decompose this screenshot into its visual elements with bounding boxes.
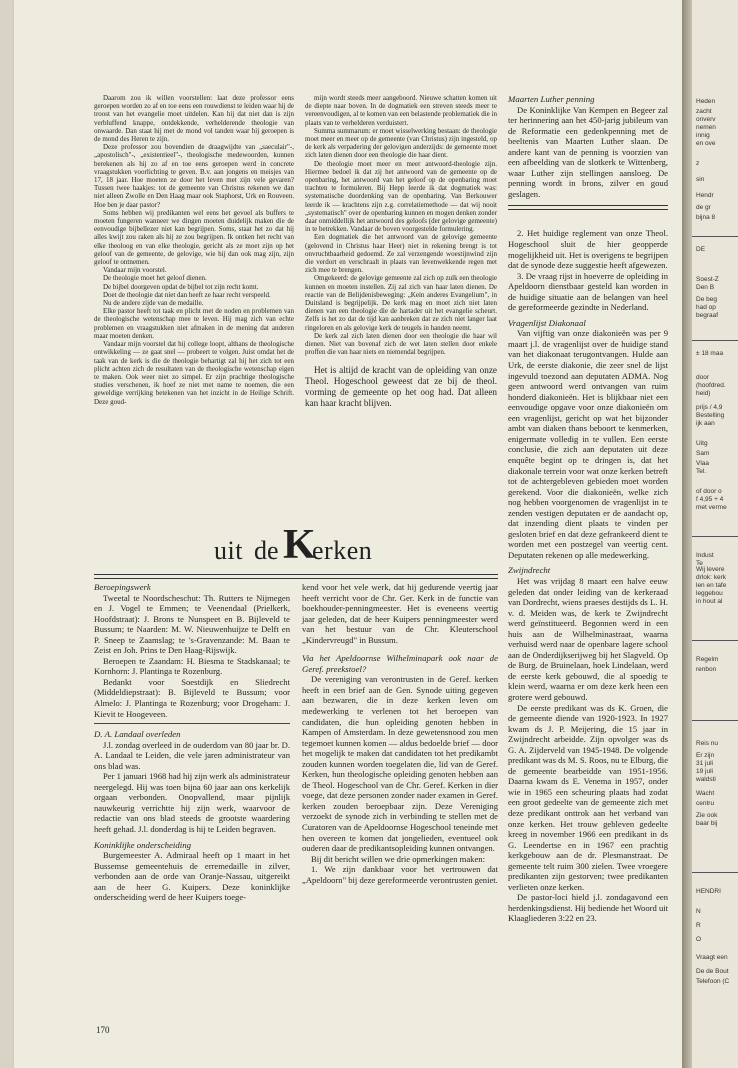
paragraph: Elke pastor heeft tot taak en plicht met de noden en problemen van de theologische wetenschap mee te leven. Hij mag zich van echte problemen en vraagstukken niet afmaken in de mening dat anderen maar moeten denken. bbox=[94, 307, 294, 340]
section-heading: Vragenlijst Diakonaal bbox=[508, 317, 586, 328]
adjacent-page-text-fragment: Te bbox=[696, 560, 703, 567]
paragraph: Van vijftig van onze diakonieën was per 9 maart j.l. de vragenlijst over de huidige stand van het diakonaat terugontvangen. Hulde aan Urk, de eerste diakonie, die zeer snel de lijst ingevuld toezond aan deputaten ADMA. Nog geen antwoord werd ontvangen van ruim honderd diakonieën. Het is blijkbaar niet een eenvoudige opgave voor onze diakonieën om een vragenlijst, gericht op wat het bijzonder ambt van diaken thans beboort te kenmerken, enigermate volledig in te vullen. Een eerste conclusie, die zich aan deputaten uit deze enquête begint op te dringen is, dat het diakonale terrein voor wat onze kerken betreft tot de achtergebleven gebieden moet worden gerekend. Voor die diakonieën, welke zich nog hebben voorgenomen de vragenlijst in te zenden vestigen deputaten er de aandacht op, dat inzending dient plaats te vinden per gesloten brief en dat deze gefrankeerd dient te worden met een postzegel van veertig cent. Deputaten rekenen op alle medewerking. bbox=[508, 328, 668, 560]
top-column-left bbox=[94, 94, 294, 406]
paragraph: Tweetal te Noordscheschut: Th. Rutters te Nijmegen en J. Vogel te Emmen; te Veenendaal (Prielkerk, Hoofdstraat): J. Brons te Nunspeet en B. Bijleveld te Bussum; te Naarden: M. W. Nieuwenhuijze te Delft en P. Sneep te Zaamslag; te 's-Gravenzande: M. Baan te Zeist en Joh. Prins te Den Haag-Rijswijk. bbox=[94, 592, 290, 656]
adjacent-page-text-fragment: Indust bbox=[696, 552, 714, 559]
paragraph: De Koninklijke Van Kempen en Begeer zal ter herinnering aan het 450-jarig jubileum van de Reformatie een gedenkpenning met de beeltenis van Maarten Luther slaan. De andere kant van de penning is voorzien van een afbeelding van de slotkerk te Wittenberg, waar Luther zijn stellingen aansloeg. De penning wordt in brons, zilver en goud geslagen. bbox=[508, 104, 668, 199]
paragraph: Omgekeerd: de gelovige gemeente zal zich op zulk een theologie kunnen en moeten instellen. Zij zal zich van haar laten dienen. De reactie van de Belijdenisbeweging: „Kein anderes Evangelium", in Duitsland is begrijpelijk. De kerk mag en moet zich niet laten dienen van een theologie die de hartader uit het evangelie scheurt. Zelfs is het zo dat de tijd kan aanbreken dat ze zich niet langer laat ringeloren en als gelovige kerk de teugels in handen neemt. bbox=[305, 274, 497, 332]
divider bbox=[508, 205, 668, 210]
paragraph: Summa summarum: er moet wisselwerking bestaan: de theologie moet meer en meer op de gemeente (van Christus) zijn ingesteld, op de kerk als verpadering der gelovigen anderzijds: de gemeente moet zich laten dienen door een theologie die haar dient. bbox=[305, 126, 497, 160]
adjacent-page-edge bbox=[692, 0, 738, 1068]
adjacent-page-text-fragment: zacht bbox=[696, 108, 712, 115]
magazine-page bbox=[14, 0, 682, 1068]
adjacent-page-rule bbox=[692, 872, 738, 873]
adjacent-page-text-fragment: Sam bbox=[696, 450, 710, 457]
top-column-right bbox=[305, 94, 497, 409]
adjacent-page-text-fragment: Den B bbox=[696, 284, 715, 291]
adjacent-page-text-fragment: drlok: kerk bbox=[696, 574, 726, 581]
adjacent-page-rule bbox=[692, 640, 738, 641]
adjacent-page-text-fragment: Wij levere bbox=[696, 566, 725, 573]
adjacent-page-rule bbox=[692, 340, 738, 341]
adjacent-page-text-fragment: 19 juli bbox=[696, 768, 713, 775]
adjacent-page-text-fragment: ± 18 maa bbox=[696, 350, 724, 357]
paragraph: 2. Het huidige reglement van onze Theol. Hogeschool sluit de hier geopperde mogelijkheid uit. Het is overigens te begrijpen dat de synode deze suggestie heeft afgewezen. bbox=[508, 228, 668, 271]
page-gutter bbox=[682, 0, 692, 1068]
adjacent-page-text-fragment: 31 juli bbox=[696, 760, 713, 767]
adjacent-page-text-fragment: DE bbox=[696, 246, 706, 253]
adjacent-page-text-fragment: renbon bbox=[696, 666, 717, 673]
adjacent-page-text-fragment: de gr bbox=[696, 204, 711, 211]
adjacent-page-text-fragment: De beg bbox=[696, 296, 717, 303]
adjacent-page-text-fragment: O bbox=[696, 936, 702, 943]
adjacent-page-text-fragment: Tel. bbox=[696, 468, 707, 475]
adjacent-page-text-fragment: Zie ook bbox=[696, 812, 718, 819]
adjacent-page-text-fragment: bijna 8 bbox=[696, 214, 716, 221]
paragraph: Bij dit bericht willen we drie opmerkingen maken: bbox=[311, 853, 485, 864]
adjacent-page-text-fragment: had op bbox=[696, 304, 716, 311]
adjacent-page-text-fragment: prijs / 4,9 bbox=[696, 404, 723, 411]
adjacent-page-text-fragment: innig bbox=[696, 132, 710, 139]
adjacent-page-rule bbox=[692, 536, 738, 537]
paragraph: Soms hebben wij predikanten wel eens het gevoel als buffers te moeten fungeren wanneer we dingen moeten duidelijk maken die de eenvoudige bijbellezer niet kan begrijpen. Soms, staat het zo dat hij alles kwijt zou raken als hij ze zou begrijpen. Ik ontken het recht van elke theoloog en van elke theologie, gericht als ze moet zijn op het geloof van de gemeente, de gelovige, wie hij dan ook mag zijn, zijn geloof te ontnemen. bbox=[94, 208, 294, 267]
adjacent-page-text-fragment: N bbox=[696, 908, 701, 915]
adjacent-page-text-fragment: Heden bbox=[696, 98, 716, 105]
adjacent-page-text-fragment: of door o bbox=[696, 488, 722, 495]
adjacent-page-text-fragment: Hendr bbox=[696, 192, 714, 199]
masthead-word: uit bbox=[214, 536, 243, 565]
paragraph: De pastor-loci hield j.l. zondagavond een herdenkingsdienst. Hij bediende het Woord uit Klaagliederen 3:22 en 23. bbox=[508, 892, 669, 924]
section-heading: Beroepingswerk bbox=[94, 582, 151, 592]
adjacent-page-text-fragment: leggebou bbox=[696, 590, 723, 597]
adjacent-page-text-fragment: sin bbox=[696, 176, 705, 183]
adjacent-page-text-fragment: in hout al bbox=[696, 598, 723, 605]
adjacent-page-text-fragment: waldsti bbox=[696, 776, 716, 783]
paragraph: 1. We zijn dankbaar voor het vertrouwen dat „Apeldoorn" bij deze gereformeerde verontrusten geniet. bbox=[302, 864, 498, 885]
paragraph: Vandaar mijn voorstel dat hij college loopt, althans de theologische ontwikkeling — ze gaat snel — probeert te volgen. Juist omdat het de taak van de kerk is die de theologie behartigt zal hij het zich tot een plicht achten zich de resultaten van de theologische wetenschap eigen te maken. Ook weer niet zo simpel. Er zijn prachtige theologische studies verschenen, ik hoef ze niet met name te noemen, die een geweldige verrijking betekenen van het inzicht in de Heilige Schrift. Deze goud- bbox=[94, 340, 294, 406]
right-column bbox=[508, 94, 668, 924]
adjacent-page-text-fragment: R bbox=[696, 922, 701, 929]
section-heading: Via het Apeldoornse Wilhelminapark ook naar de Geref. preekstoel? bbox=[302, 653, 498, 674]
paragraph: Per 1 januari 1968 had hij zijn werk als administrateur neergelegd. Hij was toen bijna 60 jaar aan ons kerkelijk orgaan verbonden. Onopvallend, maar pijnlijk nauwkeurig verrichtte hij zijn werk, waarvoor de redactie van ons blad steeds de grootste waardering heeft gehad. J.l. donderdag is hij te Leiden begraven. bbox=[94, 771, 290, 835]
adjacent-page-text-fragment: Reis nu bbox=[696, 740, 719, 747]
divider bbox=[94, 723, 290, 724]
adjacent-page-text-fragment: centru bbox=[696, 800, 715, 807]
adjacent-page-text-fragment: De de Bout bbox=[696, 968, 729, 975]
adjacent-page-text-fragment: Er zijn bbox=[696, 752, 715, 759]
emphasis-paragraph: Het is altijd de kracht van de opleiding van onze Theol. Hogeschool geweest dat ze bij de theol. vorming de gemeente op het oog had. Dat alleen kan haar kracht blijven. bbox=[305, 364, 497, 409]
adjacent-page-text-fragment: en ove bbox=[696, 140, 716, 147]
paragraph: De theologie moet het geloof dienen. bbox=[103, 274, 207, 283]
adjacent-page-text-fragment: Telefoon (C bbox=[696, 978, 730, 985]
masthead-initial: K bbox=[283, 522, 316, 568]
paragraph: De eerste predikant was ds K. Groen, die de gemeente diende van 1920-1923. In 1927 kwam ds J. P. Meijering, die 15 jaar in Zwijndrecht arbeidde. Zijn opvolger was ds G. A. Zijderveld van 1945-1948. De volgende predikant was ds M. S. Roos, nu te Elburg, die de gemeente bearbeidde van 1951-1956. Daarna kwam ds E. Venema in 1957, onder wie in 1965 een scheuring plaats had zodat een groot gedeelte van de gemeente zich met deze predikant onttrok aan het verband van onze kerken. Het trouw gebleven gedeelte kreeg in november 1966 een predikant in ds G. Leendertse en in 1967 een prachtig kerkgebouw aan de dr. Plesmanstraat. De gemeente telt ruim 300 zielen. Twee vroegere predikanten zijn gestorven; twee predikanten verlieten onze kerken. bbox=[508, 702, 669, 892]
adjacent-page-text-fragment: Uitg bbox=[696, 440, 708, 447]
paragraph: De bijbel doorgeven opdat de bijbel tot zijn recht komt. bbox=[103, 282, 259, 291]
adjacent-page-text-fragment: onverv bbox=[696, 116, 716, 123]
paragraph: Vandaar mijn voorstel. bbox=[103, 266, 167, 275]
page-number: 170 bbox=[96, 1025, 110, 1035]
adjacent-page-text-fragment: z bbox=[696, 160, 700, 167]
adjacent-page-text-fragment: f 4,95 + 4 bbox=[696, 496, 724, 503]
paragraph: Daarom zou ik willen voorstellen: laat deze professor eens geroepen worden zo af en toe eens een rouwdienst te leiden waar hij de troost van het evangelie moet uitdelen. Kan hij dat niet dan is zijn verbluffend knappe, ontdekkende, verhelderende theologie van onwaarde. Dan staat hij met de mond vol tanden waar hij geroepen is de mond des Heren te zijn. bbox=[94, 94, 294, 144]
paragraph: Deze professor zou bovendien de draagwijdte van „saeculair"-, „apostolisch"-, „existentieel"-, theologische medewoorden, kunnen berekenen als hij zo af en toe eens geroepen werd in concrete vraagstukken voorlichting te geven. B.v. aan jongens en meisjes van 17, 18 jaar. Hoe moeten ze door het leven met zijn vele gevaren? Tussen twee haakjes: tot de gemeente van Christus rekenen we dan niet alleen Zwolle en Den Haag maar ook Staphorst, Urk en Rouveen. Hoe ben je daar pastor? bbox=[94, 143, 294, 209]
adjacent-page-text-fragment: baar bij bbox=[696, 820, 718, 827]
bottom-column-left bbox=[94, 582, 290, 903]
adjacent-page-text-fragment: ijk aan bbox=[696, 420, 715, 427]
bottom-column-middle bbox=[302, 582, 498, 885]
adjacent-page-text-fragment: Soest-Z bbox=[696, 276, 719, 283]
adjacent-page-text-fragment: heid) bbox=[696, 390, 711, 397]
paragraph: Bedankt voor Soestdijk en Sliedrecht (Middeldiepstraat): B. Bijleveld te Bussum; voor Almelo: J. Plantinga te Rozenburg; voor Drogeham: J. Kievit te Hoogeveen. bbox=[94, 676, 290, 719]
adjacent-page-text-fragment: Bestelling bbox=[696, 412, 725, 419]
paragraph: Het was vrijdag 8 maart een halve eeuw geleden dat onder leiding van de kerkeraad van Dordrecht, wiens praeses destijds ds L. H. v. d. Meiden was, de kerk te Zwijndrecht werd geïnstitueerd. Begonnen werd in een huis aan de Wilhelminastraat, waarna verhuisd werd naar de openbare lagere school aan de Onderdijkserijweg bij het Slagveld. Op de Burg. de Bruinelaan, hoek Lindelaan, werd de eerste kerk gebouwd, die al spoedig te klein werd, waarna er om deze kerk heen een grotere werd gebouwd. bbox=[508, 575, 668, 702]
adjacent-page-text-fragment: Vraagt een bbox=[696, 954, 728, 961]
adjacent-page-text-fragment: met verme bbox=[696, 504, 727, 511]
masthead-rule bbox=[94, 574, 498, 579]
paragraph: Burgemeester A. Admiraal heeft op 1 maart in het Bussemse gemeentehuis de erremedaille in zilver, verbonden aan de orde van Oranje-Nassau, uitgereikt aan de heer G. Kuipers. Deze koninklijke onderscheiding werd de heer Kuipers toege- bbox=[94, 850, 290, 903]
paragraph: 3. De vraag rijst in hoeverre de opleiding in Apeldoorn dienstbaar gesteld kan worden in de huidige situatie aan de belangen van heel de gereformeerde gezindte in Nederland. bbox=[508, 270, 668, 313]
section-heading: Koninklijke onderscheiding bbox=[94, 839, 191, 850]
section-heading: D. A. Landaal overleden bbox=[94, 729, 181, 740]
paragraph: De kerk zal zich laten dienen door een theologie die haar wil dienen. Niet van bovenaf zich de wet laten stellen door enkele proffen die van haar niets en niemendal begrijpen. bbox=[305, 331, 497, 357]
section-heading: Zwijndrecht bbox=[508, 565, 551, 576]
adjacent-page-text-fragment: (hoofdred. bbox=[696, 382, 726, 389]
adjacent-page-rule bbox=[692, 236, 738, 237]
masthead-word: de bbox=[254, 536, 279, 565]
adjacent-page-text-fragment: begraaf bbox=[696, 312, 719, 319]
adjacent-page-rule bbox=[692, 720, 738, 721]
section-heading: Maarten Luther penning bbox=[508, 94, 595, 104]
masthead-word: erken bbox=[312, 536, 373, 565]
adjacent-page-text-fragment: len en tafe bbox=[696, 582, 727, 589]
adjacent-page-text-fragment: Wacht bbox=[696, 790, 715, 797]
paragraph: Beroepen te Zaandam: H. Biesma te Stadskanaal; te Kornhorn: J. Plantinga te Rozenburg. bbox=[94, 655, 290, 677]
paragraph: mijn wordt steeds meer aangeboord. Nieuwe schatten komen uit de diepte naar boven. In de dogmatiek een streven steeds meer te vereenvoudigen, al te komen van een belastende problematiek die in plaats van te verhelderen verduistert. bbox=[305, 94, 497, 127]
paragraph: Een dogmatiek die het antwoord van de gelovige gemeente (gelovend in Christus haar Heer) niet in rekening brengt is tot onvruchtbaarheid gedoemd. Ze zal verzengende woestijnwind zijn die verdort en verschraalt in plaats van levenwekkende regen met zich mee te brengen. bbox=[305, 233, 497, 275]
paragraph: kend voor het vele werk, dat hij gedurende veertig jaar heeft verricht voor de Chr. Ger. Kerk in de functie van boekhouder-penningmeester. Het is eveneens veertig jaar geleden, dat de heer Kuipers penningmeester werd van het bestuur van de Chr. Kleuterschool „Kindervreugd" in Bussum. bbox=[302, 582, 498, 645]
paragraph: De theologie moet meer en meer antwoord-theologie zijn. Hiermee bedoel ik dat zij het antwoord van de gemeente op de openbaring, het antwoord van het geloof op de openbaring moet trachten te formuleren. Bij Hepp leerde ik dat dogmatiek was: systematische doordenking van de openbaring. Van Berkouwer leerde ik — krachtens zijn z.g. correlatiemethode — dat wij nooit „systematisch" over de openbaring kunnen en mogen denken zonder daar onmiddellijk het antwoord des geloofs (der gelovige gemeente) in te betrekken. Vandaar de boven voorgestelde formulering. bbox=[305, 159, 497, 234]
adjacent-page-text-fragment: Regelm bbox=[696, 656, 719, 663]
paragraph: De vereniging van verontrusten in de Geref. kerken heeft in een brief aan de Gen. Synode uiting gegeven aan bezwaren, die in deze kerken leven om medewerking te verlenen tot het beroepen van candidaten, die hun opleiding genoten hebben in Kampen of Amsterdam. In deze gewetensnood zou men tegemoet kunnen komen — aldus bedoelde brief — door het mogelijk te maken dat candidaten tot het predikambt zouden kunnen worden toegelaten die, lid van de Geref. Kerken, hun theologische opleiding genoten hebben aan de Theol. Hogeschool van de Chr. Geref. Kerken in dier voege, dat deze personen zonder nader examen in Geref. kerken zouden beroepbaar zijn. Deze Vereniging verzoekt de synode zich in verbinding te stellen met de Curatoren van de Apeldoornse Hogeschool teneinde met hen overeen te komen dat jongelieden, eventueel ook ouderen daar de predikantsopleiding kunnen ontvangen. bbox=[302, 674, 498, 854]
adjacent-page-text-fragment: door bbox=[696, 374, 710, 381]
paragraph: Nu de andere zijde van de medaille. bbox=[103, 299, 204, 308]
adjacent-page-text-fragment: HENDRI bbox=[696, 888, 721, 895]
section-masthead bbox=[214, 524, 414, 572]
adjacent-page-text-fragment: nemen bbox=[696, 124, 716, 131]
adjacent-page-text-fragment: Vlaa bbox=[696, 460, 710, 467]
paragraph: Doet de theologie dat niet dan heeft ze haar recht verspeeld. bbox=[103, 290, 271, 299]
paragraph: J.l. zondag overleed in de ouderdom van 80 jaar br. D. A. Landaal te Leiden, die vele jaren administrateur van ons blad was. bbox=[94, 739, 290, 771]
